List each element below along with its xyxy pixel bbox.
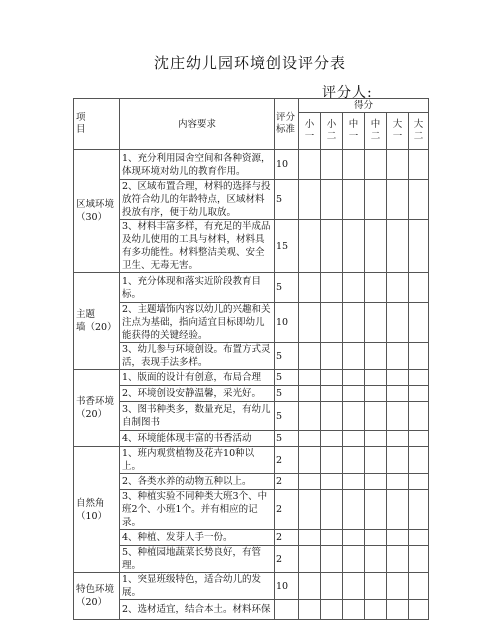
- score-input-cell[interactable]: [299, 303, 321, 343]
- score-input-cell[interactable]: [387, 220, 409, 273]
- score-input-cell[interactable]: [409, 474, 429, 490]
- score-input-cell[interactable]: [321, 600, 343, 620]
- standard-score: 5: [275, 180, 299, 220]
- score-input-cell[interactable]: [387, 303, 409, 343]
- score-input-cell[interactable]: [409, 402, 429, 431]
- score-input-cell[interactable]: [409, 431, 429, 447]
- score-input-cell[interactable]: [321, 490, 343, 530]
- score-input-cell[interactable]: [343, 180, 365, 220]
- score-input-cell[interactable]: [387, 447, 409, 474]
- score-input-cell[interactable]: [343, 573, 365, 600]
- score-input-cell[interactable]: [299, 220, 321, 273]
- score-input-cell[interactable]: [321, 402, 343, 431]
- table-row: [74, 343, 429, 370]
- score-input-cell[interactable]: [387, 386, 409, 402]
- score-input-cell[interactable]: [343, 490, 365, 530]
- requirement-text: 5、种植园地蔬菜长势良好，有管理。: [120, 546, 275, 573]
- standard-score: 5: [275, 343, 299, 370]
- standard-score: [275, 600, 299, 620]
- score-input-cell[interactable]: [365, 370, 387, 386]
- score-input-cell[interactable]: [299, 370, 321, 386]
- score-input-cell[interactable]: [343, 402, 365, 431]
- score-input-cell[interactable]: [409, 600, 429, 620]
- score-input-cell[interactable]: [299, 447, 321, 474]
- score-input-cell[interactable]: [299, 431, 321, 447]
- requirement-text: 2、选材适宜，结合本土。材料环保: [120, 600, 275, 620]
- score-input-cell[interactable]: [299, 180, 321, 220]
- table-row: [74, 402, 429, 431]
- table-row: [74, 447, 429, 474]
- requirement-text: 3、幼儿参与环境创设。布置方式灵活，表现手法多样。: [120, 343, 275, 370]
- table-row: [74, 220, 429, 273]
- score-input-cell[interactable]: [409, 303, 429, 343]
- score-input-cell[interactable]: [321, 303, 343, 343]
- score-input-cell[interactable]: [299, 573, 321, 600]
- standard-score: 2: [275, 447, 299, 474]
- score-input-cell[interactable]: [387, 600, 409, 620]
- table-row: [74, 180, 429, 220]
- score-input-cell[interactable]: [387, 180, 409, 220]
- requirement-text: 3、种植实验不同种类大班3个、中班2个、小班1个。并有相应的记录。: [120, 490, 275, 530]
- section-category: 主题 墙（20）: [74, 273, 120, 370]
- standard-score: 10: [275, 150, 299, 180]
- requirement-text: 2、环境创设安静温馨，采光好。: [120, 386, 275, 402]
- standard-score: 2: [275, 474, 299, 490]
- score-input-cell[interactable]: [321, 431, 343, 447]
- score-input-cell[interactable]: [321, 474, 343, 490]
- table-row: [74, 303, 429, 343]
- requirement-text: 2、主题墙饰内容以幼儿的兴趣和关注点为基础，指向适宜目标即幼儿能获得的关键经验。: [120, 303, 275, 343]
- score-input-cell[interactable]: [387, 474, 409, 490]
- table-row: [74, 386, 429, 402]
- requirement-text: 1、充分体现和落实近阶段教育目标。: [120, 273, 275, 303]
- requirement-text: 1、班内观赏植物及花卉10种以上。: [120, 447, 275, 474]
- score-input-cell[interactable]: [365, 343, 387, 370]
- score-input-cell[interactable]: [409, 370, 429, 386]
- score-input-cell[interactable]: [299, 530, 321, 546]
- score-input-cell[interactable]: [299, 600, 321, 620]
- score-input-cell[interactable]: [365, 573, 387, 600]
- requirement-text: 4、种植、发芽人手一份。: [120, 530, 275, 546]
- table-row: [74, 431, 429, 447]
- score-input-cell[interactable]: [343, 474, 365, 490]
- score-input-cell[interactable]: [321, 273, 343, 303]
- header-standard: 评分 标准: [275, 99, 299, 150]
- score-input-cell[interactable]: [299, 402, 321, 431]
- requirement-text: 2、各类水养的动物五种以上。: [120, 474, 275, 490]
- score-input-cell[interactable]: [299, 150, 321, 180]
- score-input-cell[interactable]: [409, 490, 429, 530]
- requirement-text: 1、突显班级特色，适合幼儿的发展。: [120, 573, 275, 600]
- header-score-group: 得分: [299, 99, 429, 113]
- score-input-cell[interactable]: [387, 546, 409, 573]
- standard-score: 5: [275, 386, 299, 402]
- standard-score: 5: [275, 370, 299, 386]
- table-row: [74, 490, 429, 530]
- score-input-cell[interactable]: [321, 343, 343, 370]
- requirement-text: 3、图书种类多，数量充足，有幼儿自制图书: [120, 402, 275, 431]
- header-item: 项 目: [74, 99, 120, 150]
- score-input-cell[interactable]: [343, 530, 365, 546]
- score-input-cell[interactable]: [409, 546, 429, 573]
- header-class-5: 大 二: [409, 113, 429, 150]
- table-row: [74, 573, 429, 600]
- score-input-cell[interactable]: [321, 370, 343, 386]
- score-input-cell[interactable]: [343, 370, 365, 386]
- score-input-cell[interactable]: [387, 370, 409, 386]
- requirement-text: 4、环境能体现丰富的书香活动: [120, 431, 275, 447]
- requirement-text: 2、区域布置合理，材料的选择与投放符合幼儿的年龄特点，区域材料投放有序，便于幼儿取放。: [120, 180, 275, 220]
- score-input-cell[interactable]: [299, 273, 321, 303]
- standard-score: 5: [275, 402, 299, 431]
- score-input-cell[interactable]: [365, 447, 387, 474]
- header-class-1: 小 二: [321, 113, 343, 150]
- score-input-cell[interactable]: [409, 180, 429, 220]
- standard-score: 10: [275, 303, 299, 343]
- score-input-cell[interactable]: [409, 386, 429, 402]
- header-class-0: 小 一: [299, 113, 321, 150]
- score-input-cell[interactable]: [343, 273, 365, 303]
- header-class-3: 中 二: [365, 113, 387, 150]
- score-input-cell[interactable]: [343, 431, 365, 447]
- score-input-cell[interactable]: [365, 273, 387, 303]
- score-input-cell[interactable]: [409, 220, 429, 273]
- score-input-cell[interactable]: [299, 343, 321, 370]
- score-input-cell[interactable]: [365, 386, 387, 402]
- score-input-cell[interactable]: [343, 386, 365, 402]
- table-row: [74, 370, 429, 386]
- score-input-cell[interactable]: [321, 220, 343, 273]
- score-input-cell[interactable]: [387, 150, 409, 180]
- score-input-cell[interactable]: [387, 530, 409, 546]
- score-input-cell[interactable]: [343, 447, 365, 474]
- score-input-cell[interactable]: [365, 431, 387, 447]
- score-input-cell[interactable]: [299, 546, 321, 573]
- score-input-cell[interactable]: [321, 530, 343, 546]
- score-input-cell[interactable]: [343, 343, 365, 370]
- score-input-cell[interactable]: [365, 530, 387, 546]
- rater-label: 评分人:: [322, 85, 373, 101]
- score-input-cell[interactable]: [321, 180, 343, 220]
- score-input-cell[interactable]: [387, 573, 409, 600]
- score-input-cell[interactable]: [409, 447, 429, 474]
- score-input-cell[interactable]: [321, 573, 343, 600]
- score-input-cell[interactable]: [365, 180, 387, 220]
- standard-score: 5: [275, 273, 299, 303]
- score-input-cell[interactable]: [387, 402, 409, 431]
- standard-score: 2: [275, 530, 299, 546]
- score-input-cell[interactable]: [365, 402, 387, 431]
- score-input-cell[interactable]: [343, 220, 365, 273]
- score-input-cell[interactable]: [365, 150, 387, 180]
- score-input-cell[interactable]: [387, 431, 409, 447]
- header-class-2: 中 一: [343, 113, 365, 150]
- standard-score: 5: [275, 431, 299, 447]
- requirement-text: 1、充分利用园舍空间和各种资源，体现环境对幼儿的教育作用。: [120, 150, 275, 180]
- section-category: 书香环境 （20）: [74, 370, 120, 447]
- header-content: 内容要求: [120, 99, 275, 150]
- table-row: [74, 150, 429, 180]
- score-input-cell[interactable]: [343, 600, 365, 620]
- requirement-text: 1、版面的设计有创意，布局合理: [120, 370, 275, 386]
- table-row: [74, 600, 429, 620]
- table-row: [74, 546, 429, 573]
- score-table: [73, 98, 429, 620]
- score-input-cell[interactable]: [409, 273, 429, 303]
- score-input-cell[interactable]: [409, 343, 429, 370]
- score-input-cell[interactable]: [365, 220, 387, 273]
- score-input-cell[interactable]: [365, 490, 387, 530]
- table-row: [74, 474, 429, 490]
- score-input-cell[interactable]: [387, 490, 409, 530]
- score-input-cell[interactable]: [409, 150, 429, 180]
- standard-score: 2: [275, 546, 299, 573]
- score-input-cell[interactable]: [365, 600, 387, 620]
- standard-score: 10: [275, 573, 299, 600]
- score-input-cell[interactable]: [343, 546, 365, 573]
- standard-score: 15: [275, 220, 299, 273]
- score-input-cell[interactable]: [409, 573, 429, 600]
- score-input-cell[interactable]: [321, 447, 343, 474]
- score-input-cell[interactable]: [343, 150, 365, 180]
- requirement-text: 3、材料丰富多样，有充足的半成品及幼儿使用的工具与材料，材料具有多功能性。材料整洁美观、安全卫生、无毒无害。: [120, 220, 275, 273]
- section-category: 自然角 （10）: [74, 447, 120, 573]
- score-input-cell[interactable]: [365, 303, 387, 343]
- standard-score: 2: [275, 490, 299, 530]
- score-input-cell[interactable]: [343, 303, 365, 343]
- score-input-cell[interactable]: [299, 490, 321, 530]
- score-input-cell[interactable]: [365, 474, 387, 490]
- score-input-cell[interactable]: [321, 546, 343, 573]
- section-category: 特色环境 （20）: [74, 573, 120, 620]
- score-input-cell[interactable]: [365, 546, 387, 573]
- table-row: [74, 530, 429, 546]
- score-input-cell[interactable]: [387, 273, 409, 303]
- score-input-cell[interactable]: [299, 386, 321, 402]
- score-input-cell[interactable]: [321, 386, 343, 402]
- score-input-cell[interactable]: [321, 150, 343, 180]
- section-category: 区域环境 （30）: [74, 150, 120, 273]
- table-row: [74, 273, 429, 303]
- score-input-cell[interactable]: [299, 474, 321, 490]
- page-title: 沈庄幼儿园环境创设评分表: [153, 54, 346, 72]
- header-class-4: 大 一: [387, 113, 409, 150]
- score-input-cell[interactable]: [409, 530, 429, 546]
- score-input-cell[interactable]: [387, 343, 409, 370]
